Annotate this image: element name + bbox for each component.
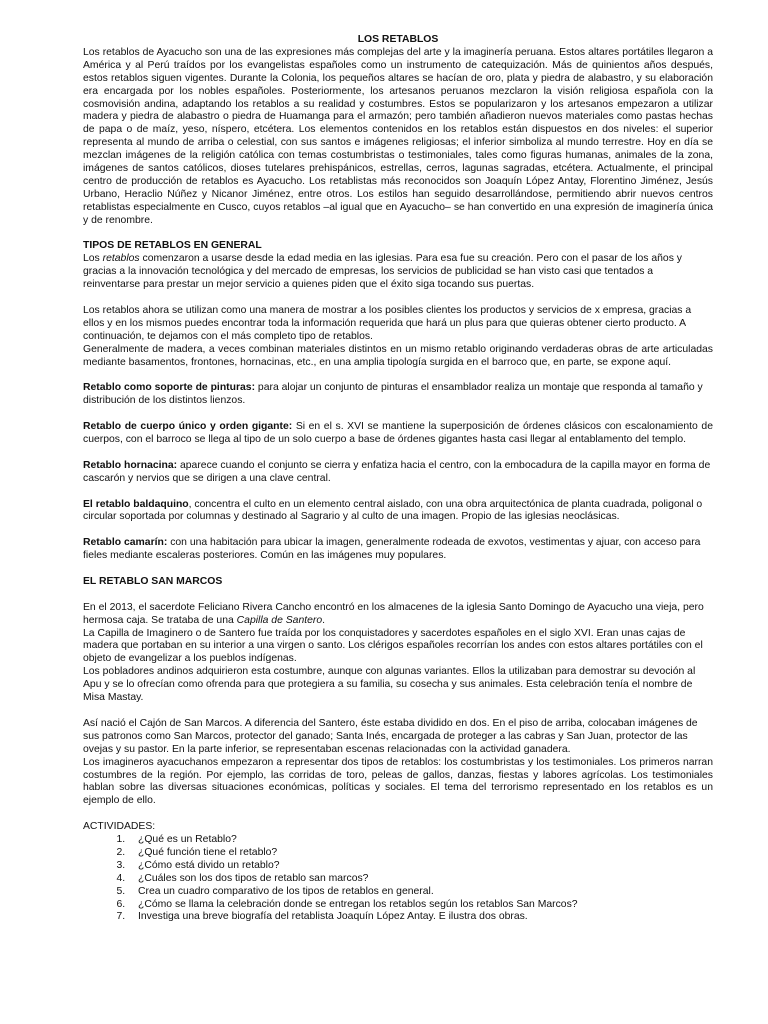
document-page — [83, 34, 713, 924]
sanmarcos-paragraph-1: En el 2013, el sacerdote Feliciano Rivera Cancho encontró en los almacenes de la iglesia Santo Domingo de Ayacucho una vieja, pero hermosa caja. Se trataba de una Capilla de Santero. — [83, 601, 704, 626]
actividades-heading: ACTIVIDADES: — [83, 821, 156, 833]
list-item: 3. ¿Cómo está divido un retablo? — [128, 860, 713, 873]
list-item: 2. ¿Qué función tiene el retablo? — [128, 847, 713, 860]
list-item: 5. Crea un cuadro comparativo de los tipos de retablos en general. — [128, 886, 713, 899]
sanmarcos-paragraph-3: Los pobladores andinos adquirieron esta costumbre, aunque con algunas variantes. Ellos la utilizaban para demostrar su devoción al Apu y se lo ofrecían como ofrenda para que protegiera a su familia, su cosecha y sus animales. Esta celebración tenía el nombre de Misa Mastay. — [83, 666, 696, 704]
tipos-paragraph-3: Generalmente de madera, a veces combinan materiales distintos en un mismo retablo originando verdaderas obras de arte articuladas mediante basamentos, frontones, hornacinas, etc., en una amplia tipología surgida en el barroco que, en parte, se expone aquí. — [83, 343, 713, 368]
sanmarcos-paragraph-5: Los imagineros ayacuchanos empezaron a representar dos tipos de retablos: los costumbristas y los testimoniales. Los primeros narran costumbres de la región. Por ejemplo, las corridas de toro, peleas de gallos, danzas, fiestas y labores agrícolas. Los testimoniales hablan sobre las diversas situaciones económicas, políticas y sociales. El tema del terrorismo representado en los retablos es un ejemplo de ello. — [83, 756, 713, 807]
sanmarcos-paragraph-2: La Capilla de Imaginero o de Santero fue traída por los conquistadores y sacerdotes españoles en el siglo XVI. Eran unas cajas de madera que portaban en su interior a una virgen o santo. Los clérigos españoles recorrían los andes con estos altares portátiles con el objeto de evangelizar a los pueblos indígenas. — [83, 627, 703, 665]
tipo-cuerpo-unico: Retablo de cuerpo único y orden gigante: Si en el s. XVI se mantiene la superposición de órdenes clásicos con escalonamiento de cuerpos, con el barroco se llega al tipo de un solo cuerpo a base de órdenes gigantes hasta casi llegar al entablamento del templo. — [83, 421, 713, 446]
tipos-paragraph-2: Los retablos ahora se utilizan como una manera de mostrar a los posibles clientes los productos y servicios de x empresa, gracias a ellos y en los mismos puedes encontrar toda la información requerida que hará un plus para que quieras obtener cierto producto. A continuación, te dejamos con el más completo tipo de retablos. — [83, 305, 692, 342]
tipo-camarin: Retablo camarín: con una habitación para ubicar la imagen, generalmente rodeada de exvotos, vestimentas y ajuar, con acceso para fieles mediante escaleras posteriores. Común en las imágenes muy populares. — [83, 537, 701, 562]
tipos-heading: TIPOS DE RETABLOS EN GENERAL — [83, 240, 262, 252]
intro-paragraph: Los retablos de Ayacucho son una de las expresiones más complejas del arte y la imaginería peruana. Estos altares portátiles llegaron a América y al Perú traídos por los evangelistas españoles como un instrumento de catequización. Más de quinientos años después, estos retablos siguen vigentes. Durante la Colonia, los pequeños altares se hacían de oro, plata y piedra de alabastro, y su elaboración era encargada por los nobles españoles. Posteriormente, los artesanos peruanos mezclaron la visión religiosa española con la cosmovisión andina, adaptando los retablos a su realidad y costumbres. Estos se popularizaron y los artesanos empezaron a utilizar madera y piedra de alabastro o piedra de Huamanga para el armazón; pero también añadieron nuevos materiales como pastas hechas de papa o de maíz, yeso, níspero, etcétera. Los elementos contenidos en los retablos están dispuestos en dos niveles: el superior representa al mundo de arriba o celestial, con sus santos e imágenes religiosas; el inferior simboliza al mundo terrestre. Hoy en día se mezclan imágenes de la religión católica con temas costumbristas o testimoniales, tales como figuras humanas, animales de la zona, imágenes de santos católicos, dioses tutelares prehispánicos, estrellas, cerros, lagunas sagradas, etcétera. Actualmente, el principal centro de producción de retablos es Ayacucho. Los retablistas más reconocidos son Joaquín López Antay, Florentino Jiménez, Jesús Urbano, Heraclio Núñez y Nicanor Jiménez, entre otros. Los estilos han seguido desarrollándose, permitiendo abrir nuevos centros retablistas especialmente en Cusco, cuyos retablos –al igual que en Ayacucho– se han convertido en una expresión de imaginería única y de renombre. — [83, 46, 713, 226]
list-item: 1. ¿Qué es un Retablo? — [128, 834, 713, 847]
document-title: LOS RETABLOS — [357, 34, 439, 45]
list-item: 7. Investiga una breve biografía del retablista Joaquín López Antay. E ilustra dos obras. — [128, 911, 713, 924]
sanmarcos-heading: EL RETABLO SAN MARCOS — [83, 575, 223, 587]
sanmarcos-paragraph-4: Así nació el Cajón de San Marcos. A diferencia del Santero, éste estaba dividido en dos. En el piso de arriba, colocaban imágenes de sus patronos como San Marcos, protector del ganado; Santa Inés, encargada de proteger a las cabras y San Juan, protector de las ovejas y su pastor. En la parte inferior, se representaban escenas relacionadas con la actividad ganadera. — [83, 717, 698, 755]
actividades-list — [83, 834, 713, 924]
tipo-baldaquino: El retablo baldaquino, concentra el culto en un elemento central aislado, con una obra arquitectónica de planta cuadrada, poligonal o circular soportada por columnas y destinado al Sagrario y al culto de una imagen. Propio de las iglesias neoclásicas. — [83, 498, 703, 523]
list-item: 6. ¿Cómo se llama la celebración donde se entregan los retablos según los retablos San Marcos? — [128, 899, 713, 912]
tipo-soporte-pinturas: Retablo como soporte de pinturas: para alojar un conjunto de pinturas el ensamblador realiza un montaje que responda al tamaño y distribución de los distintos lienzos. — [83, 382, 703, 407]
tipo-hornacina: Retablo hornacina: aparece cuando el conjunto se cierra y enfatiza hacia el centro, con la embocadura de la capilla mayor en forma de cascarón y nervios que se dirigen a una clave central. — [83, 459, 711, 484]
list-item: 4. ¿Cuáles son los dos tipos de retablo san marcos? — [128, 873, 713, 886]
tipos-paragraph-1: Los retablos comenzaron a usarse desde la edad media en las iglesias. Para esa fue su creación. Pero con el pasar de los años y gracias a la innovación tecnológica y del mercado de empresas, los servicios de publicidad se han visto casi que tentados a reinventarse para prestar un mejor servicio a quienes piden que el éxito siga tocando sus puertas. — [83, 253, 682, 291]
